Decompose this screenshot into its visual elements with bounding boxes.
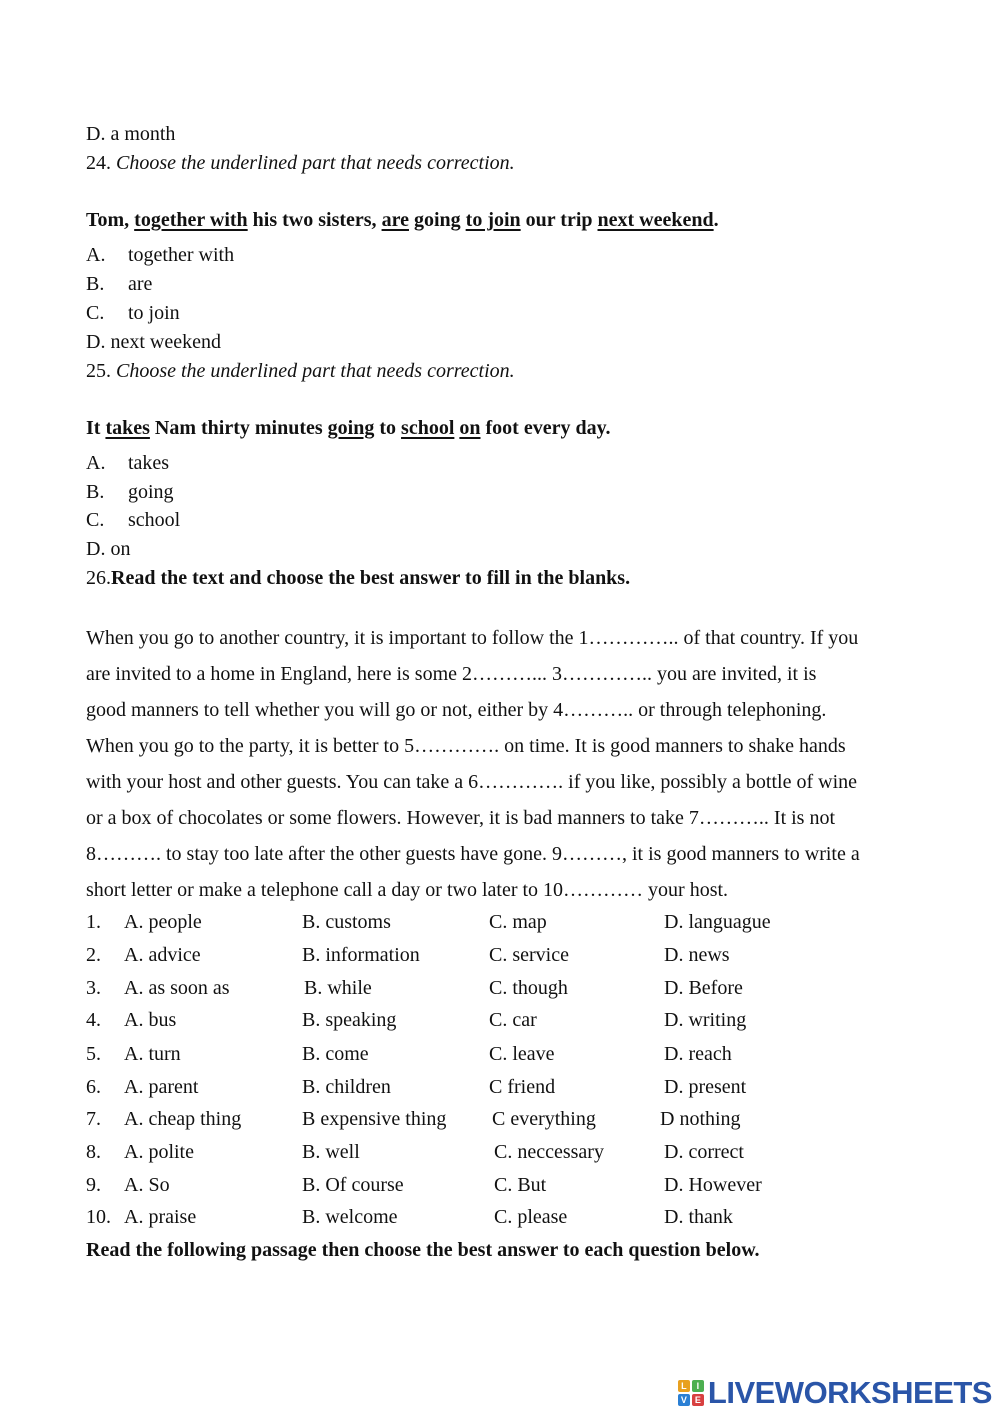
q24-option-b[interactable]: [86, 274, 152, 294]
logo-letter: I: [692, 1380, 704, 1392]
option-text: are: [128, 273, 153, 295]
passage-line: short letter or make a telephone call a day or two later to 10………… your host.: [86, 879, 729, 901]
option-d[interactable]: D. correct: [664, 1141, 744, 1163]
logo-icon: [678, 1380, 704, 1406]
passage-line: When you go to the party, it is better to 5…………. on time. It is good manners to shake hands: [86, 735, 846, 757]
cloze-passage: [86, 620, 936, 908]
option-d[interactable]: D. writing: [664, 1009, 747, 1031]
passage-line: 8………. to stay too late after the other guests have gone. 9………, it is good manners to write a: [86, 843, 860, 865]
option-text: going: [128, 481, 174, 503]
option-d[interactable]: D. reach: [664, 1043, 732, 1065]
sentence-text: our trip: [525, 209, 593, 231]
q24-option-d[interactable]: D. next weekend: [86, 331, 221, 353]
option-c[interactable]: C. leave: [489, 1043, 555, 1065]
brand-name: LIVEWORKSHEETS: [707, 1375, 992, 1410]
row-number: 1.: [86, 911, 101, 933]
option-letter: A.: [86, 244, 106, 266]
underlined-part: together with: [134, 209, 248, 231]
sentence-text: It: [86, 417, 101, 439]
underlined-part: takes: [105, 417, 150, 439]
q25-instruction: Choose the underlined part that needs correction.: [116, 360, 515, 382]
answer-row: [86, 1108, 886, 1132]
q25-sentence: [86, 418, 610, 438]
sentence-text: his two sisters,: [252, 209, 377, 231]
underlined-part: to join: [465, 209, 521, 231]
sentence-text: to: [379, 417, 397, 439]
option-letter: C.: [86, 302, 105, 324]
option-c[interactable]: C. please: [494, 1206, 568, 1228]
option-c[interactable]: C everything: [492, 1108, 596, 1130]
option-letter: C.: [86, 509, 105, 531]
q25-option-b[interactable]: [86, 482, 174, 502]
row-number: 3.: [86, 977, 101, 999]
option-b[interactable]: B. well: [302, 1141, 360, 1163]
passage-line: are invited to a home in England, here is some 2………... 3………….. you are invited, it is: [86, 663, 817, 685]
underlined-part: next weekend: [597, 209, 714, 231]
option-c[interactable]: C. But: [494, 1174, 547, 1196]
option-b[interactable]: B expensive thing: [302, 1108, 447, 1130]
option-c[interactable]: C. neccessary: [494, 1141, 604, 1163]
option-a[interactable]: A. bus: [124, 1009, 177, 1031]
q26-number: 26.: [86, 567, 111, 589]
option-d[interactable]: D. languague: [664, 911, 771, 933]
answer-row: [86, 1043, 886, 1067]
answer-row: [86, 977, 886, 1001]
option-a[interactable]: A. cheap thing: [124, 1108, 242, 1130]
option-a[interactable]: A. turn: [124, 1043, 181, 1065]
row-number: 4.: [86, 1009, 101, 1031]
passage-line: When you go to another country, it is important to follow the 1………….. of that country. If you: [86, 627, 859, 649]
row-number: 5.: [86, 1043, 101, 1065]
row-number: 6.: [86, 1076, 101, 1098]
option-letter: B.: [86, 273, 105, 295]
underlined-part: on: [459, 417, 481, 439]
q24-number: 24.: [86, 152, 111, 174]
sentence-text: Nam thirty minutes: [154, 417, 323, 439]
sentence-text: going: [413, 209, 461, 231]
option-c[interactable]: C. car: [489, 1009, 537, 1031]
option-b[interactable]: B. children: [302, 1076, 391, 1098]
sentence-text: .: [713, 209, 719, 231]
liveworksheets-logo: [678, 1376, 992, 1410]
option-b[interactable]: B. information: [302, 944, 420, 966]
row-number: 8.: [86, 1141, 101, 1163]
q25-option-d[interactable]: D. on: [86, 538, 131, 560]
q25-header: [86, 361, 515, 381]
sentence-text: foot every day.: [485, 417, 611, 439]
passage-line: good manners to tell whether you will go or not, either by 4……….. or through telephoning.: [86, 699, 827, 721]
logo-letter: V: [678, 1394, 690, 1406]
option-d[interactable]: D. news: [664, 944, 730, 966]
option-c[interactable]: C. though: [489, 977, 568, 999]
option-d[interactable]: D nothing: [660, 1108, 741, 1130]
q26-instruction: Read the text and choose the best answer to fill in the blanks.: [111, 567, 631, 589]
q24-sentence: [86, 210, 719, 230]
option-a[interactable]: A. as soon as: [124, 977, 230, 999]
q25-option-c[interactable]: [86, 510, 180, 530]
answer-row: [86, 1206, 886, 1230]
option-b[interactable]: B. customs: [302, 911, 391, 933]
option-c[interactable]: C. map: [489, 911, 547, 933]
option-a[interactable]: A. polite: [124, 1141, 194, 1163]
answer-row: [86, 944, 886, 968]
row-number: 7.: [86, 1108, 101, 1130]
option-b[interactable]: B. Of course: [302, 1174, 404, 1196]
q24-option-a[interactable]: [86, 245, 234, 265]
next-instruction: Read the following passage then choose the best answer to each question below.: [86, 1239, 760, 1261]
q25-option-a[interactable]: [86, 453, 169, 473]
option-a[interactable]: A. praise: [124, 1206, 197, 1228]
prev-option-d: D. a month: [86, 123, 176, 145]
row-number: 2.: [86, 944, 101, 966]
q24-header: [86, 153, 515, 173]
option-letter: A.: [86, 452, 106, 474]
option-text: together with: [128, 244, 235, 266]
row-number: 9.: [86, 1174, 101, 1196]
option-letter: B.: [86, 481, 105, 503]
answer-row: [86, 1141, 886, 1165]
sentence-text: Tom,: [86, 209, 130, 231]
underlined-part: going: [327, 417, 375, 439]
option-b[interactable]: B. while: [304, 977, 372, 999]
option-a[interactable]: A. people: [124, 911, 202, 933]
option-a[interactable]: A. advice: [124, 944, 201, 966]
option-d[interactable]: D. thank: [664, 1206, 733, 1228]
passage-line: with your host and other guests. You can take a 6…………. if you like, possibly a bottle of wine: [86, 771, 858, 793]
q25-number: 25.: [86, 360, 111, 382]
q26-header: [86, 568, 630, 588]
option-d[interactable]: D. However: [664, 1174, 762, 1196]
row-number: 10.: [86, 1206, 111, 1228]
option-c[interactable]: C. service: [489, 944, 569, 966]
answer-row: [86, 1174, 886, 1198]
answer-row: [86, 1076, 886, 1100]
logo-letter: E: [692, 1394, 704, 1406]
option-b[interactable]: B. welcome: [302, 1206, 398, 1228]
option-d[interactable]: D. present: [664, 1076, 747, 1098]
passage-line: or a box of chocolates or some flowers. However, it is bad manners to take 7……….. It is not: [86, 807, 836, 829]
option-text: takes: [128, 452, 170, 474]
option-a[interactable]: A. parent: [124, 1076, 199, 1098]
option-b[interactable]: B. speaking: [302, 1009, 397, 1031]
option-b[interactable]: B. come: [302, 1043, 369, 1065]
option-d[interactable]: D. Before: [664, 977, 743, 999]
option-a[interactable]: A. So: [124, 1174, 170, 1196]
q24-instruction: Choose the underlined part that needs correction.: [116, 152, 515, 174]
underlined-part: are: [381, 209, 409, 231]
logo-letter: L: [678, 1380, 690, 1392]
option-c[interactable]: C friend: [489, 1076, 556, 1098]
answer-row: [86, 1009, 886, 1033]
option-text: school: [128, 509, 181, 531]
q24-option-c[interactable]: [86, 303, 180, 323]
answer-row: [86, 911, 886, 935]
option-text: to join: [128, 302, 180, 324]
underlined-part: school: [401, 417, 455, 439]
